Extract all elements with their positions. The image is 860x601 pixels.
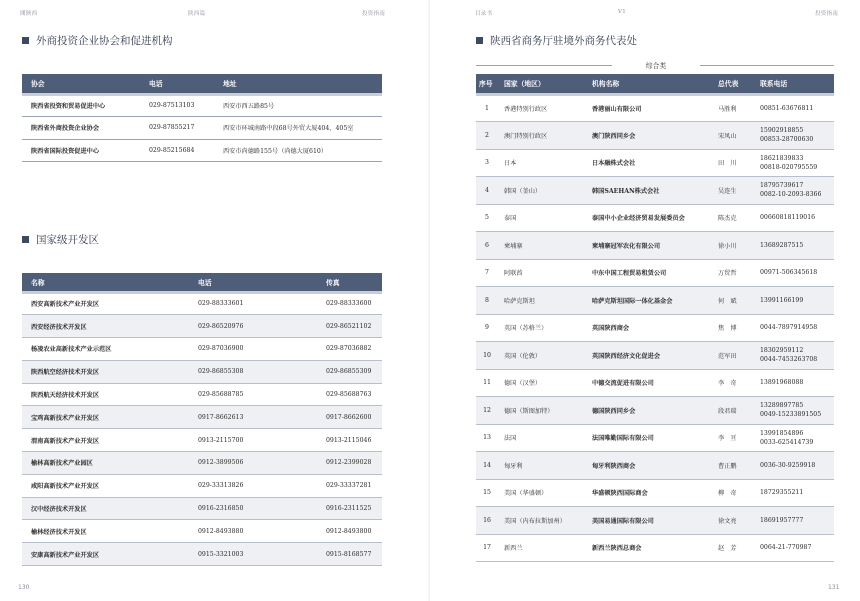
- phone-cell: [754, 314, 834, 342]
- phone-number: 0044-7897914958: [760, 324, 818, 332]
- phone-cell: [754, 177, 834, 205]
- phone-cell: 029-86520976: [189, 315, 317, 338]
- index-cell: 4: [476, 177, 498, 205]
- table-row: [476, 122, 834, 150]
- phone-number: 13891968088: [760, 379, 804, 387]
- index-cell: 9: [476, 314, 498, 342]
- table-row: [476, 314, 834, 342]
- column-header: 电话: [189, 273, 317, 292]
- phone-cell: 029-88333601: [189, 292, 317, 315]
- table-row: [476, 259, 834, 287]
- organization-cell: 法国唯勤国际有限公司: [586, 424, 712, 452]
- table-header-row: [22, 74, 382, 94]
- phone-cell: 0912-8493880: [189, 520, 317, 543]
- square-bullet-icon: [22, 37, 29, 44]
- table-row: [476, 534, 834, 562]
- index-cell: 13: [476, 424, 498, 452]
- phone-number: 18795739617: [760, 182, 804, 190]
- table-row: [22, 94, 382, 117]
- representative-cell: 何 斌: [712, 287, 754, 315]
- fax-cell: 029-88333600: [317, 292, 382, 315]
- table-row: [22, 474, 382, 497]
- region-cell: 澳门特别行政区: [498, 122, 586, 150]
- phone-cell: 0913-2115700: [189, 429, 317, 452]
- page-number: 130: [18, 584, 30, 591]
- representative-cell: 李 亘: [712, 424, 754, 452]
- representative-cell: 吴连生: [712, 177, 754, 205]
- index-cell: 16: [476, 507, 498, 535]
- zone-name-cell: 宝鸡高新技术产业开发区: [22, 406, 189, 429]
- phone-cell: [754, 259, 834, 287]
- phone-number: 0036-30-9259918: [760, 461, 816, 469]
- zone-name-cell: 杨凌农业高新技术产业示范区: [22, 338, 189, 361]
- association-name-cell: 陕西省国际投资促进中心: [22, 139, 140, 162]
- phone-cell: 029-87513103: [140, 94, 214, 117]
- region-cell: 日本: [498, 149, 586, 177]
- organization-cell: 华盛顿陕西国际商会: [586, 479, 712, 507]
- table-row: [22, 315, 382, 338]
- phone-cell: 0917-8662613: [189, 406, 317, 429]
- region-cell: 德国（斯图加特）: [498, 397, 586, 425]
- fax-cell: 029-87036882: [317, 338, 382, 361]
- association-name-cell: 陕西省投资和贸易促进中心: [22, 94, 140, 117]
- zone-name-cell: 榆林高新技术产业园区: [22, 452, 189, 475]
- zone-name-cell: 安康高新技术产业开发区: [22, 543, 189, 566]
- table-header-row: [476, 74, 834, 94]
- overseas-offices-table: [476, 74, 834, 562]
- region-cell: 英国（伦敦）: [498, 342, 586, 370]
- category-subtitle: 综合类: [612, 60, 700, 70]
- column-header: 国家（地区）: [498, 74, 586, 94]
- representative-cell: 田 川: [712, 149, 754, 177]
- associations-table: [22, 74, 382, 162]
- table-row: [476, 424, 834, 452]
- organization-cell: 德国陕西同乡会: [586, 397, 712, 425]
- region-cell: 阿联酋: [498, 259, 586, 287]
- address-cell: 西安市西五路85号: [214, 94, 382, 117]
- table-row: [476, 369, 834, 397]
- fax-cell: 029-86855309: [317, 360, 382, 383]
- organization-cell: 哈萨克斯坦国际一体化基金会: [586, 287, 712, 315]
- representative-cell: 段君瑞: [712, 397, 754, 425]
- phone-number: 00818-020795559: [760, 163, 818, 171]
- table-row: [22, 383, 382, 406]
- region-cell: 哈萨克斯坦: [498, 287, 586, 315]
- phone-number: 0064-21-770987: [760, 544, 812, 552]
- index-cell: 17: [476, 534, 498, 562]
- representative-cell: 李 奇: [712, 369, 754, 397]
- phone-number: 13289897785: [760, 402, 804, 410]
- representative-cell: 徐小川: [712, 232, 754, 260]
- page-number: 131: [828, 584, 840, 591]
- region-cell: 香港特别行政区: [498, 94, 586, 122]
- phone-number: 18691957777: [760, 516, 804, 524]
- section-title-investment-associations: [22, 33, 173, 48]
- running-head-right: 投资指南: [815, 11, 839, 17]
- phone-cell: [754, 122, 834, 150]
- zone-name-cell: 陕西航天经济技术开发区: [22, 383, 189, 406]
- organization-cell: 英国陕西经济文化促进会: [586, 342, 712, 370]
- organization-cell: 新西兰陕西总商会: [586, 534, 712, 562]
- phone-number: 18302959112: [760, 347, 804, 355]
- fax-cell: 029-85688763: [317, 383, 382, 406]
- zone-name-cell: 西安经济技术开发区: [22, 315, 189, 338]
- table-row: [476, 204, 834, 232]
- phone-cell: [754, 452, 834, 480]
- representative-cell: 万贸哲: [712, 259, 754, 287]
- organization-cell: 香港丽山有限公司: [586, 94, 712, 122]
- representative-cell: 马胜利: [712, 94, 754, 122]
- phone-number: 13689287515: [760, 241, 804, 249]
- fax-cell: 0916-2311525: [317, 497, 382, 520]
- phone-cell: 0916-2316850: [189, 497, 317, 520]
- table-row: [22, 360, 382, 383]
- address-cell: 西安市环城南路中段68号外贸大厦404、405室: [214, 117, 382, 140]
- region-cell: 匈牙利: [498, 452, 586, 480]
- phone-number: 18729355211: [760, 489, 804, 497]
- region-cell: 泰国: [498, 204, 586, 232]
- organization-cell: 柬埔寨冠军农化有限公司: [586, 232, 712, 260]
- column-header: 机构名称: [586, 74, 712, 94]
- fax-cell: 029-33337281: [317, 474, 382, 497]
- section-title-national-zones: [22, 232, 99, 247]
- running-head-left: 目录书: [475, 11, 493, 17]
- phone-cell: 0912-3899506: [189, 452, 317, 475]
- table-row: [476, 452, 834, 480]
- fax-cell: 0912-2399028: [317, 452, 382, 475]
- table-row: [476, 177, 834, 205]
- square-bullet-icon: [476, 37, 483, 44]
- representative-cell: 赵 芳: [712, 534, 754, 562]
- table-row: [22, 543, 382, 566]
- phone-number: 15902918855: [760, 127, 804, 135]
- fax-cell: 0912-8493800: [317, 520, 382, 543]
- region-cell: 新西兰: [498, 534, 586, 562]
- region-cell: 美国（内布拉斯加州）: [498, 507, 586, 535]
- phone-cell: [754, 479, 834, 507]
- zone-name-cell: 咸阳高新技术产业开发区: [22, 474, 189, 497]
- zone-name-cell: 榆林经济技术开发区: [22, 520, 189, 543]
- phone-cell: [754, 424, 834, 452]
- phone-cell: 029-87036900: [189, 338, 317, 361]
- region-cell: 德国（汉堡）: [498, 369, 586, 397]
- phone-cell: [754, 342, 834, 370]
- region-cell: 柬埔寨: [498, 232, 586, 260]
- phone-number: 00971-506345618: [760, 269, 818, 277]
- table-row: [22, 292, 382, 315]
- region-cell: 英国（苏格兰）: [498, 314, 586, 342]
- table-row: [22, 452, 382, 475]
- phone-cell: [754, 287, 834, 315]
- table-row: [476, 287, 834, 315]
- column-header: 协会: [22, 74, 140, 94]
- table-row: [22, 406, 382, 429]
- phone-cell: 0915-3321003: [189, 543, 317, 566]
- representative-cell: 柳 奇: [712, 479, 754, 507]
- section-title-text: 外商投资企业协会和促进机构: [36, 35, 173, 47]
- representative-cell: 陈杰克: [712, 204, 754, 232]
- index-cell: 6: [476, 232, 498, 260]
- table-row: [476, 479, 834, 507]
- column-header: 联系电话: [754, 74, 834, 94]
- index-cell: 1: [476, 94, 498, 122]
- phone-cell: [754, 397, 834, 425]
- zone-name-cell: 陕西航空经济技术开发区: [22, 360, 189, 383]
- phone-number: 00853-28700630: [760, 136, 814, 144]
- table-row: [22, 139, 382, 162]
- phone-cell: [754, 369, 834, 397]
- address-cell: 西安市尚德路155号（尚德大厦610）: [214, 139, 382, 162]
- phone-number: 13991854896: [760, 429, 804, 437]
- section-title-text: 国家级开发区: [36, 234, 99, 246]
- section-title-text: 陕西省商务厅驻境外商务代表处: [490, 35, 637, 47]
- column-header: 序号: [476, 74, 498, 94]
- running-head-center: V1: [618, 9, 627, 15]
- phone-number: 0049-15233891505: [760, 411, 822, 419]
- phone-cell: 029-86855308: [189, 360, 317, 383]
- table-row: [22, 338, 382, 361]
- organization-cell: 日本融株式会社: [586, 149, 712, 177]
- running-head-left: 閱陝西: [20, 11, 38, 17]
- zone-name-cell: 西安高新技术产业开发区: [22, 292, 189, 315]
- fax-cell: 0917-8662600: [317, 406, 382, 429]
- index-cell: 7: [476, 259, 498, 287]
- index-cell: 11: [476, 369, 498, 397]
- running-head-center: 陕西篇: [188, 11, 206, 17]
- phone-number: 0082-10-2093-8366: [760, 191, 822, 199]
- section-title-overseas-offices: [476, 33, 637, 48]
- phone-number: 0044-7453263708: [760, 356, 818, 364]
- organization-cell: 中德交流促进有限公司: [586, 369, 712, 397]
- index-cell: 3: [476, 149, 498, 177]
- table-row: [476, 397, 834, 425]
- running-head-right: 投资指南: [362, 11, 386, 17]
- region-cell: 韩国（釜山）: [498, 177, 586, 205]
- index-cell: 15: [476, 479, 498, 507]
- region-cell: 法国: [498, 424, 586, 452]
- table-header-row: [22, 273, 382, 292]
- table-row: [476, 149, 834, 177]
- phone-cell: 029-85688785: [189, 383, 317, 406]
- zone-name-cell: 汉中经济技术开发区: [22, 497, 189, 520]
- column-header: 地址: [214, 74, 382, 94]
- table-row: [476, 507, 834, 535]
- index-cell: 14: [476, 452, 498, 480]
- table-row: [476, 342, 834, 370]
- organization-cell: 泰国中小企业经济贸易发展委员会: [586, 204, 712, 232]
- representative-cell: 徐文亮: [712, 507, 754, 535]
- column-header: 名称: [22, 273, 189, 292]
- organization-cell: 韩国SAEHAN株式会社: [586, 177, 712, 205]
- column-header: 总代表: [712, 74, 754, 94]
- phone-number: 00851-63676811: [760, 104, 814, 112]
- index-cell: 12: [476, 397, 498, 425]
- fax-cell: 0915-8168577: [317, 543, 382, 566]
- region-cell: 美国（华盛顿）: [498, 479, 586, 507]
- organization-cell: 美国易通国际有限公司: [586, 507, 712, 535]
- zone-name-cell: 渭南高新技术产业开发区: [22, 429, 189, 452]
- phone-cell: 029-33313826: [189, 474, 317, 497]
- phone-number: 13991166199: [760, 296, 804, 304]
- representative-cell: 宋凤山: [712, 122, 754, 150]
- phone-number: 18621839833: [760, 154, 804, 162]
- fax-cell: 0913-2115046: [317, 429, 382, 452]
- representative-cell: 曹正鹏: [712, 452, 754, 480]
- association-name-cell: 陕西省外商投资企业协会: [22, 117, 140, 140]
- phone-cell: [754, 232, 834, 260]
- phone-number: 0033-625414739: [760, 438, 814, 446]
- table-row: [22, 117, 382, 140]
- index-cell: 8: [476, 287, 498, 315]
- table-row: [22, 520, 382, 543]
- phone-cell: [754, 94, 834, 122]
- phone-cell: [754, 204, 834, 232]
- phone-cell: [754, 149, 834, 177]
- index-cell: 10: [476, 342, 498, 370]
- square-bullet-icon: [22, 236, 29, 243]
- table-row: [22, 497, 382, 520]
- index-cell: 2: [476, 122, 498, 150]
- column-header: 电话: [140, 74, 214, 94]
- table-row: [22, 429, 382, 452]
- development-zones-table: [22, 273, 382, 566]
- table-row: [476, 232, 834, 260]
- organization-cell: 英国陕西商会: [586, 314, 712, 342]
- organization-cell: 澳门陕西同乡会: [586, 122, 712, 150]
- phone-cell: [754, 507, 834, 535]
- column-header: 传真: [317, 273, 382, 292]
- organization-cell: 中东中国工程贸易租赁公司: [586, 259, 712, 287]
- index-cell: 5: [476, 204, 498, 232]
- table-row: [476, 94, 834, 122]
- phone-cell: [754, 534, 834, 562]
- organization-cell: 匈牙利陕西商会: [586, 452, 712, 480]
- representative-cell: 范军田: [712, 342, 754, 370]
- phone-cell: 029-87855217: [140, 117, 214, 140]
- phone-cell: 029-85215684: [140, 139, 214, 162]
- phone-number: 00660818119016: [760, 214, 816, 222]
- fax-cell: 029-86521102: [317, 315, 382, 338]
- representative-cell: 焦 博: [712, 314, 754, 342]
